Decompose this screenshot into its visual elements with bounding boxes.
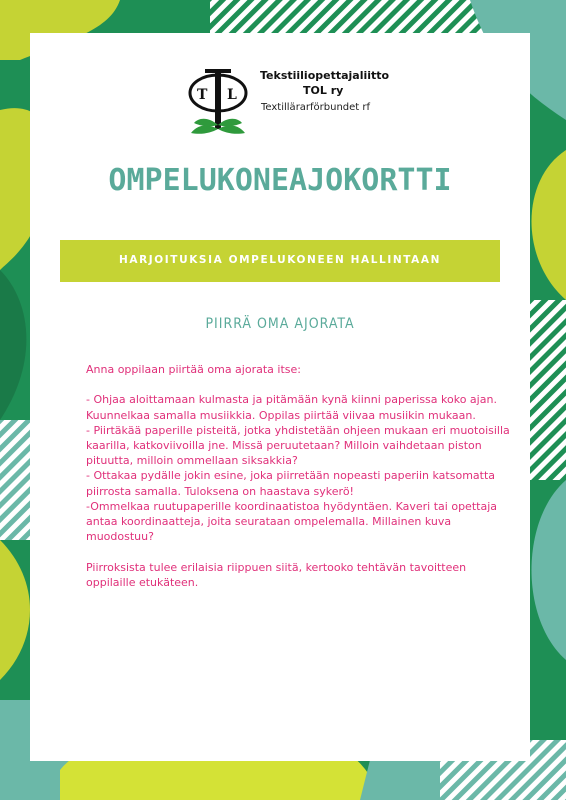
svg-text:L: L	[227, 87, 237, 103]
subtitle-banner	[60, 240, 500, 282]
instruction-item: -Ommelkaa ruutupaperille koordinaatistoa hyödyntäen. Kaveri tai opettaja antaa koordinaatteja, joita seurataan ompelemalla. Millainen kuva muodostuu?	[86, 499, 497, 544]
organization-abbreviation: TOL ry	[303, 84, 344, 97]
svg-text:T: T	[197, 87, 208, 103]
instruction-item: - Piirtäkää paperille pisteitä, jotka yhdistetään ohjeen mukaan eri muotoisilla kaarilla, katkoviivoilla jne. Missä peruutetaan? Milloin vaihdetaan piston pituutta, milloin ommellaan siksakkia?	[86, 423, 510, 468]
instructions-body	[86, 362, 516, 590]
instruction-item: - Ottakaa pydälle jokin esine, joka piirretään nopeasti paperiin katsomatta piirrosta samalla. Tuloksena on haastava sykerö!	[86, 469, 496, 498]
banner-text: HARJOITUKSIA OMPELUKONEEN HALLINTAAN	[118, 254, 442, 266]
closing-text: Piirroksista tulee erilaisia riippuen siitä, kertooko tehtävän tavoitteen oppilaille etukäteen.	[86, 560, 467, 589]
content-card	[30, 33, 530, 761]
organization-swedish-name: Textillärarförbundet rf	[261, 102, 371, 113]
tol-emblem-icon	[185, 63, 251, 143]
page-title: OMPELUKONEAJOKORTTI	[108, 163, 452, 198]
instruction-item: - Ohjaa aloittamaan kulmasta ja pitämään kynä kiinni paperissa koko ajan. Kuunnelkaa samalla musiikkia. Oppilas piirtää viivaa musiikin mukaan.	[86, 393, 497, 422]
section-heading: PIIRRÄ OMA AJORATA	[205, 316, 355, 332]
organization-name: Tekstiiliopettajaliitto	[260, 69, 390, 82]
organization-logo	[185, 63, 445, 153]
intro-text: Anna oppilaan piirtää oma ajorata itse:	[86, 363, 301, 376]
